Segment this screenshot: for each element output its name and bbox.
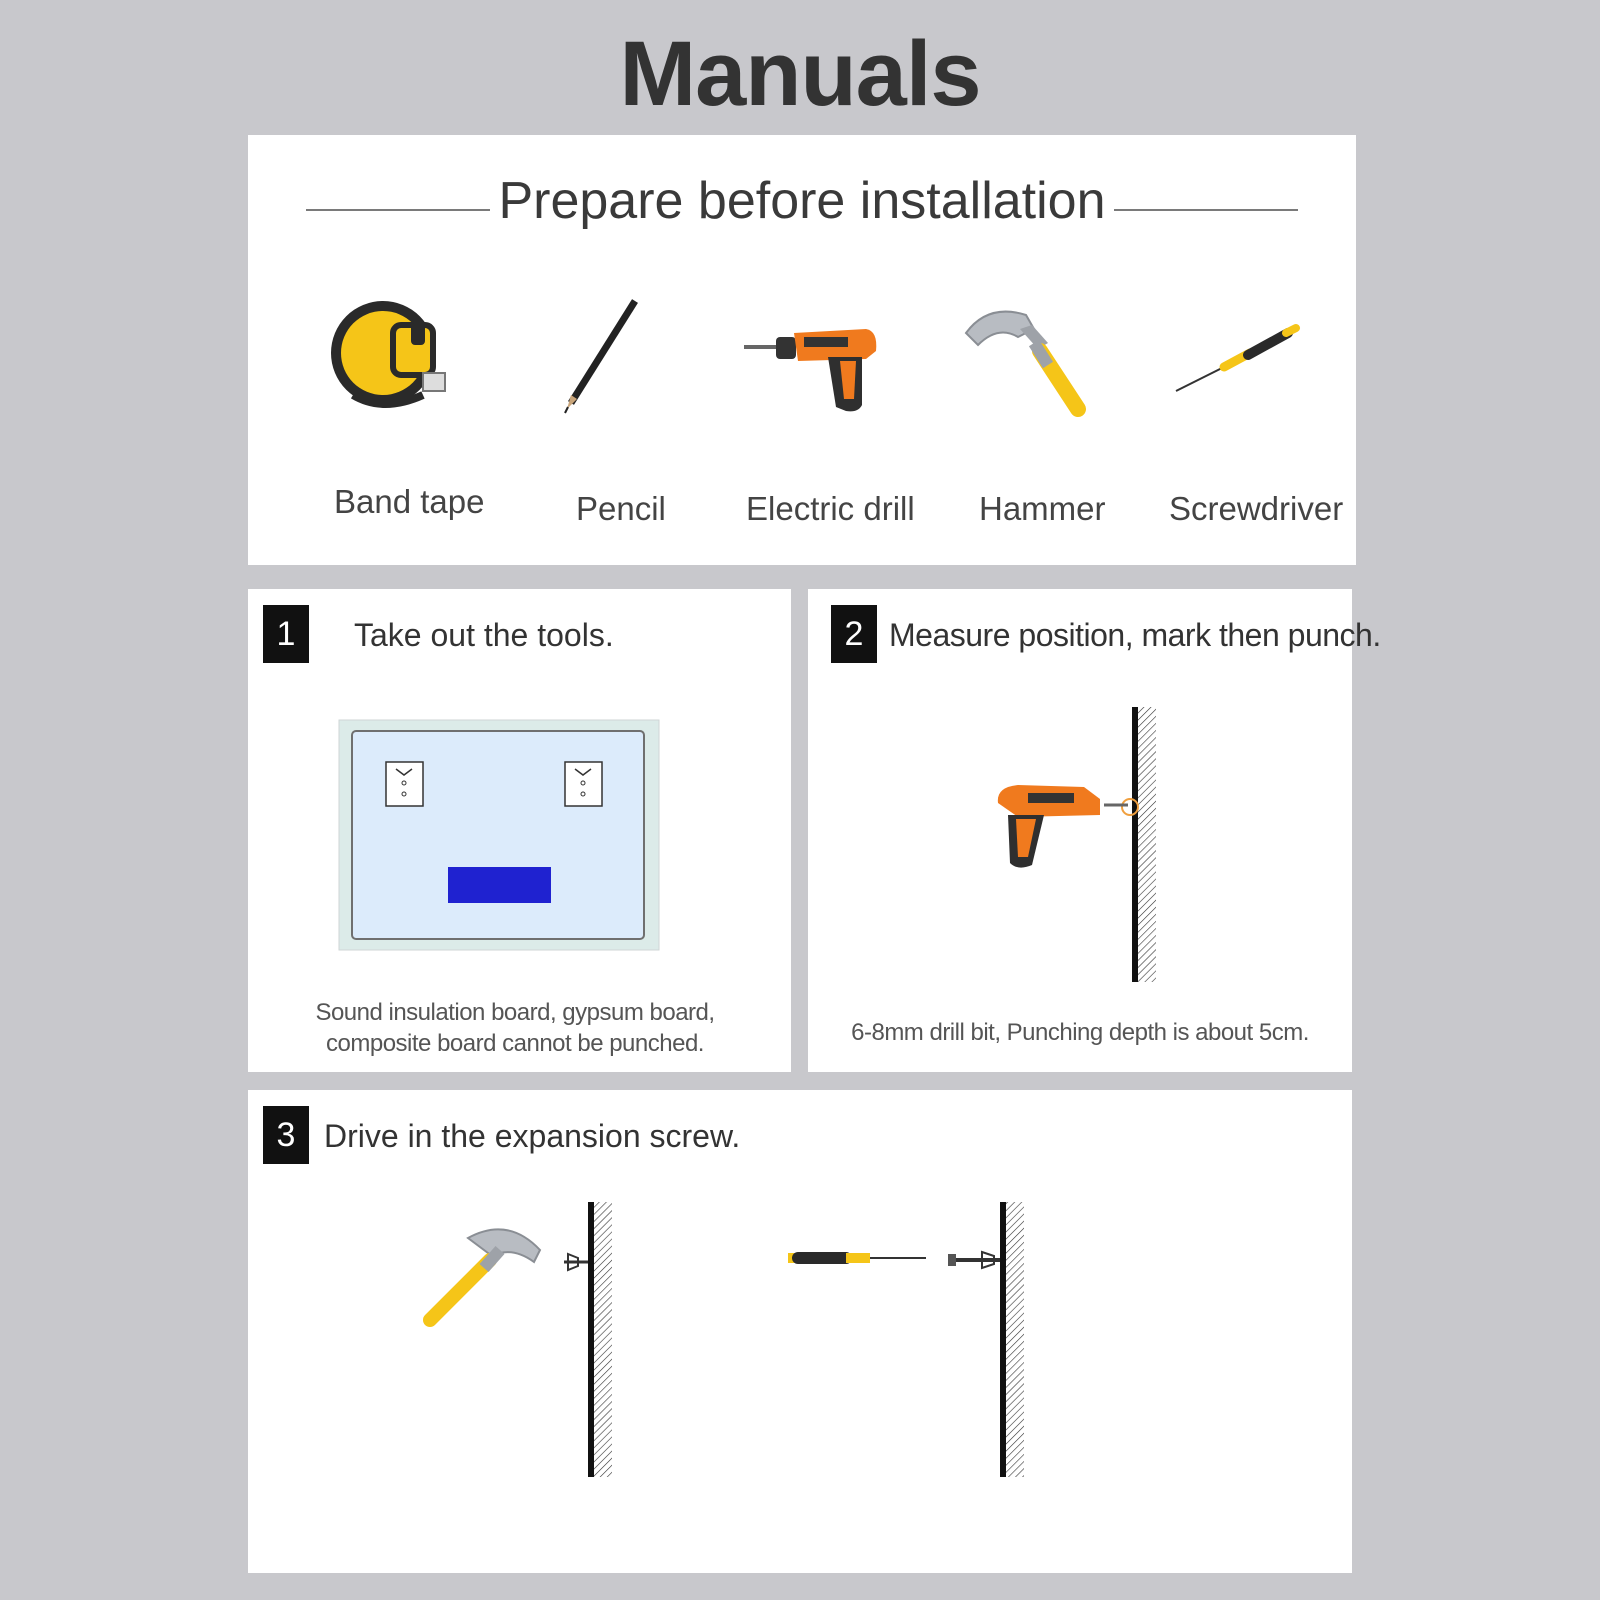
tool-electric-drill bbox=[708, 295, 918, 425]
step-3-title: Drive in the expansion screw. bbox=[324, 1118, 741, 1154]
hammer-wall-illustration bbox=[408, 1202, 628, 1477]
electric-drill-icon bbox=[738, 295, 888, 425]
step-1-note: Sound insulation board, gypsum board, composite board cannot be punched. bbox=[315, 999, 715, 1057]
prepare-panel bbox=[248, 135, 1356, 565]
step-2-badge: 2 bbox=[831, 605, 877, 663]
page-title: Manuals bbox=[619, 23, 981, 125]
pencil-icon bbox=[543, 295, 663, 425]
drill-wall-illustration bbox=[988, 707, 1188, 982]
prepare-heading: Prepare before installation bbox=[248, 171, 1356, 231]
step-3-panel bbox=[248, 1090, 1352, 1573]
screwdriver-icon bbox=[1168, 295, 1308, 425]
step-1-title: Take out the tools. bbox=[354, 617, 614, 653]
step-2-title: Measure position, mark then punch. bbox=[889, 617, 1381, 653]
step-1-badge: 1 bbox=[263, 605, 309, 663]
tool-label-band-tape: Band tape bbox=[334, 483, 485, 520]
tool-screwdriver bbox=[1133, 295, 1343, 425]
step-3-badge: 3 bbox=[263, 1106, 309, 1164]
screwdriver-wall-illustration bbox=[788, 1202, 1038, 1477]
tool-tape-measure bbox=[288, 295, 498, 425]
tool-label-pencil: Pencil bbox=[576, 490, 666, 527]
mirror-board-illustration bbox=[338, 719, 660, 951]
step-2-panel bbox=[808, 589, 1381, 1072]
hammer-icon bbox=[948, 295, 1088, 425]
tape-measure-icon bbox=[323, 295, 463, 425]
step-1-panel bbox=[248, 589, 791, 1072]
hanger-icon-right bbox=[565, 762, 602, 806]
tool-pencil bbox=[498, 295, 708, 425]
tool-label-hammer: Hammer bbox=[979, 490, 1106, 527]
hanger-icon-left bbox=[386, 762, 423, 806]
tool-hammer bbox=[913, 295, 1123, 425]
step-2-note: 6-8mm drill bit, Punching depth is about 5cm. bbox=[851, 1019, 1309, 1046]
tool-label-screwdriver: Screwdriver bbox=[1169, 490, 1344, 527]
tool-label-electric-drill: Electric drill bbox=[746, 490, 915, 527]
